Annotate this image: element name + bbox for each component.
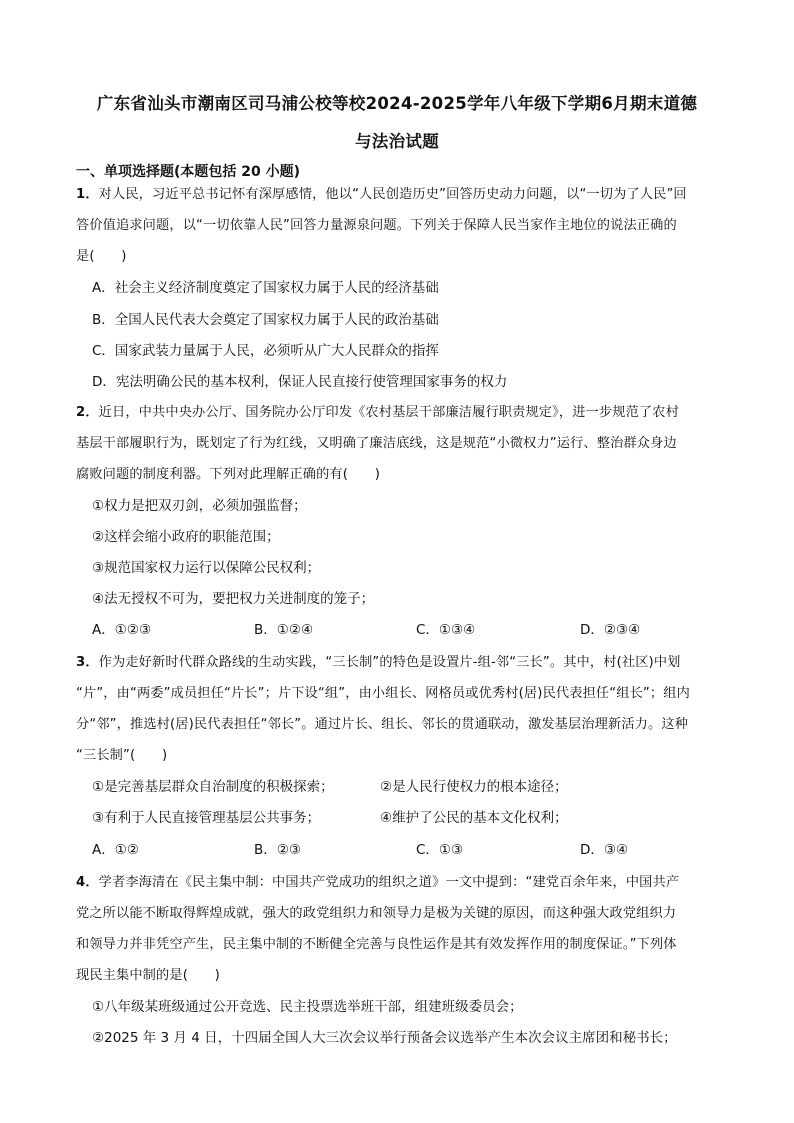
question-3-statement-2: ②是人民行使权力的根本途径； [380, 779, 568, 795]
question-3-option-a: A．①② [92, 842, 139, 858]
question-2-statement-4: ④法无授权不可为，要把权力关进制度的笼子； [92, 591, 375, 607]
section-heading: 一、单项选择题(本题包括 20 小题) [76, 164, 301, 180]
question-1-line-2: 答价值追求问题，以“一切依靠人民”回答力量源泉问题。下列关于保障人民当家作主地位的说法正确的 [76, 218, 677, 233]
question-3-statement-1: ①是完善基层群众自治制度的积极探索； [92, 779, 334, 795]
question-3-line-4: “三长制”( ) [76, 748, 168, 763]
document-title-line-2: 与法治试题 [355, 132, 439, 151]
question-2-line-3: 腐败问题的制度利器。下列对此理解正确的有( ) [76, 467, 381, 482]
question-3-line-2: “片”，由“两委”成员担任“片长”；片下设“组”，由小组长、网格员或优秀村(居)民代表担任“组长”；组内 [76, 686, 690, 701]
question-4-statement-1: ①八年级某班级通过公开竞选、民主投票选举班干部，组建班级委员会； [92, 999, 523, 1015]
question-1-option-b: B．全国人民代表大会奠定了国家权力属于人民的政治基础 [92, 312, 439, 328]
question-2-line-1: 2．近日，中共中央办公厅、国务院办公厅印发《农村基层干部廉洁履行职责规定》，进一步规范了农村 [76, 405, 679, 420]
question-2-statement-2: ②这样会缩小政府的职能范围； [92, 529, 280, 545]
question-1-option-d: D．宪法明确公民的基本权利，保证人民直接行使管理国家事务的权力 [92, 374, 508, 390]
question-2-option-d: D．②③④ [580, 622, 641, 638]
question-1-line-1: 1．对人民，习近平总书记怀有深厚感情，他以“人民创造历史”回答历史动力问题，以“一切为了人民”回 [76, 187, 687, 202]
question-3-number: 3． [76, 655, 99, 670]
question-2-statement-1: ①权力是把双刃剑，必须加强监督； [92, 498, 307, 514]
document-title-line-1: 广东省汕头市潮南区司马浦公校等校2024-2025学年八年级下学期6月期末道德 [96, 94, 698, 113]
question-2-option-c: C．①③④ [416, 622, 476, 638]
question-2-line-2: 基层干部履职行为，既划定了行为红线，又明确了廉洁底线，这是规范“小微权力”运行、整治群众身边 [76, 436, 677, 451]
question-3-statement-4: ④维护了公民的基本文化权利； [380, 810, 568, 826]
question-3-line-1: 3．作为走好新时代群众路线的生动实践，“三长制”的特色是设置片-组-邻“三长”。其中，村(社区)中划 [76, 655, 681, 670]
question-2-option-a: A．①②③ [92, 622, 152, 638]
question-3-option-c: C．①③ [416, 842, 464, 858]
question-4-number: 4． [76, 875, 99, 890]
question-1-option-c: C．国家武装力量属于人民，必须听从广大人民群众的指挥 [92, 343, 439, 359]
question-1-line-3: 是( ) [76, 249, 127, 264]
question-4-line-2: 党之所以能不断取得辉煌成就，强大的政党组织力和领导力是极为关键的原因，而这种强大政党组织力 [76, 906, 677, 921]
question-1-number: 1． [76, 187, 99, 202]
question-3-option-d: D．③④ [580, 842, 629, 858]
question-3-line-3: 分“邻”，推选村(居)民代表担任“邻长”。通过片长、组长、邻长的贯通联动，激发基层治理新活力。这种 [76, 717, 689, 732]
question-4-line-3: 和领导力并非凭空产生，民主集中制的不断健全完善与良性运作是其有效发挥作用的制度保证。”下列体 [76, 937, 677, 952]
question-4-line-4: 现民主集中制的是( ) [76, 968, 220, 983]
question-1-option-a: A．社会主义经济制度奠定了国家权力属于人民的经济基础 [92, 280, 439, 296]
question-4-statement-2: ②2025 年 3 月 4 日，十四届全国人大三次会议举行预备会议选举产生本次会议主席团和秘书长； [92, 1030, 677, 1046]
question-3-option-b: B．②③ [254, 842, 301, 858]
question-2-number: 2． [76, 405, 99, 420]
question-3-statement-3: ③有利于人民直接管理基层公共事务； [92, 810, 321, 826]
question-2-option-b: B．①②④ [254, 622, 314, 638]
question-2-statement-3: ③规范国家权力运行以保障公民权利； [92, 560, 321, 576]
question-4-line-1: 4．学者李海清在《民主集中制：中国共产党成功的组织之道》一文中提到：“建党百余年来，中国共产 [76, 875, 680, 890]
